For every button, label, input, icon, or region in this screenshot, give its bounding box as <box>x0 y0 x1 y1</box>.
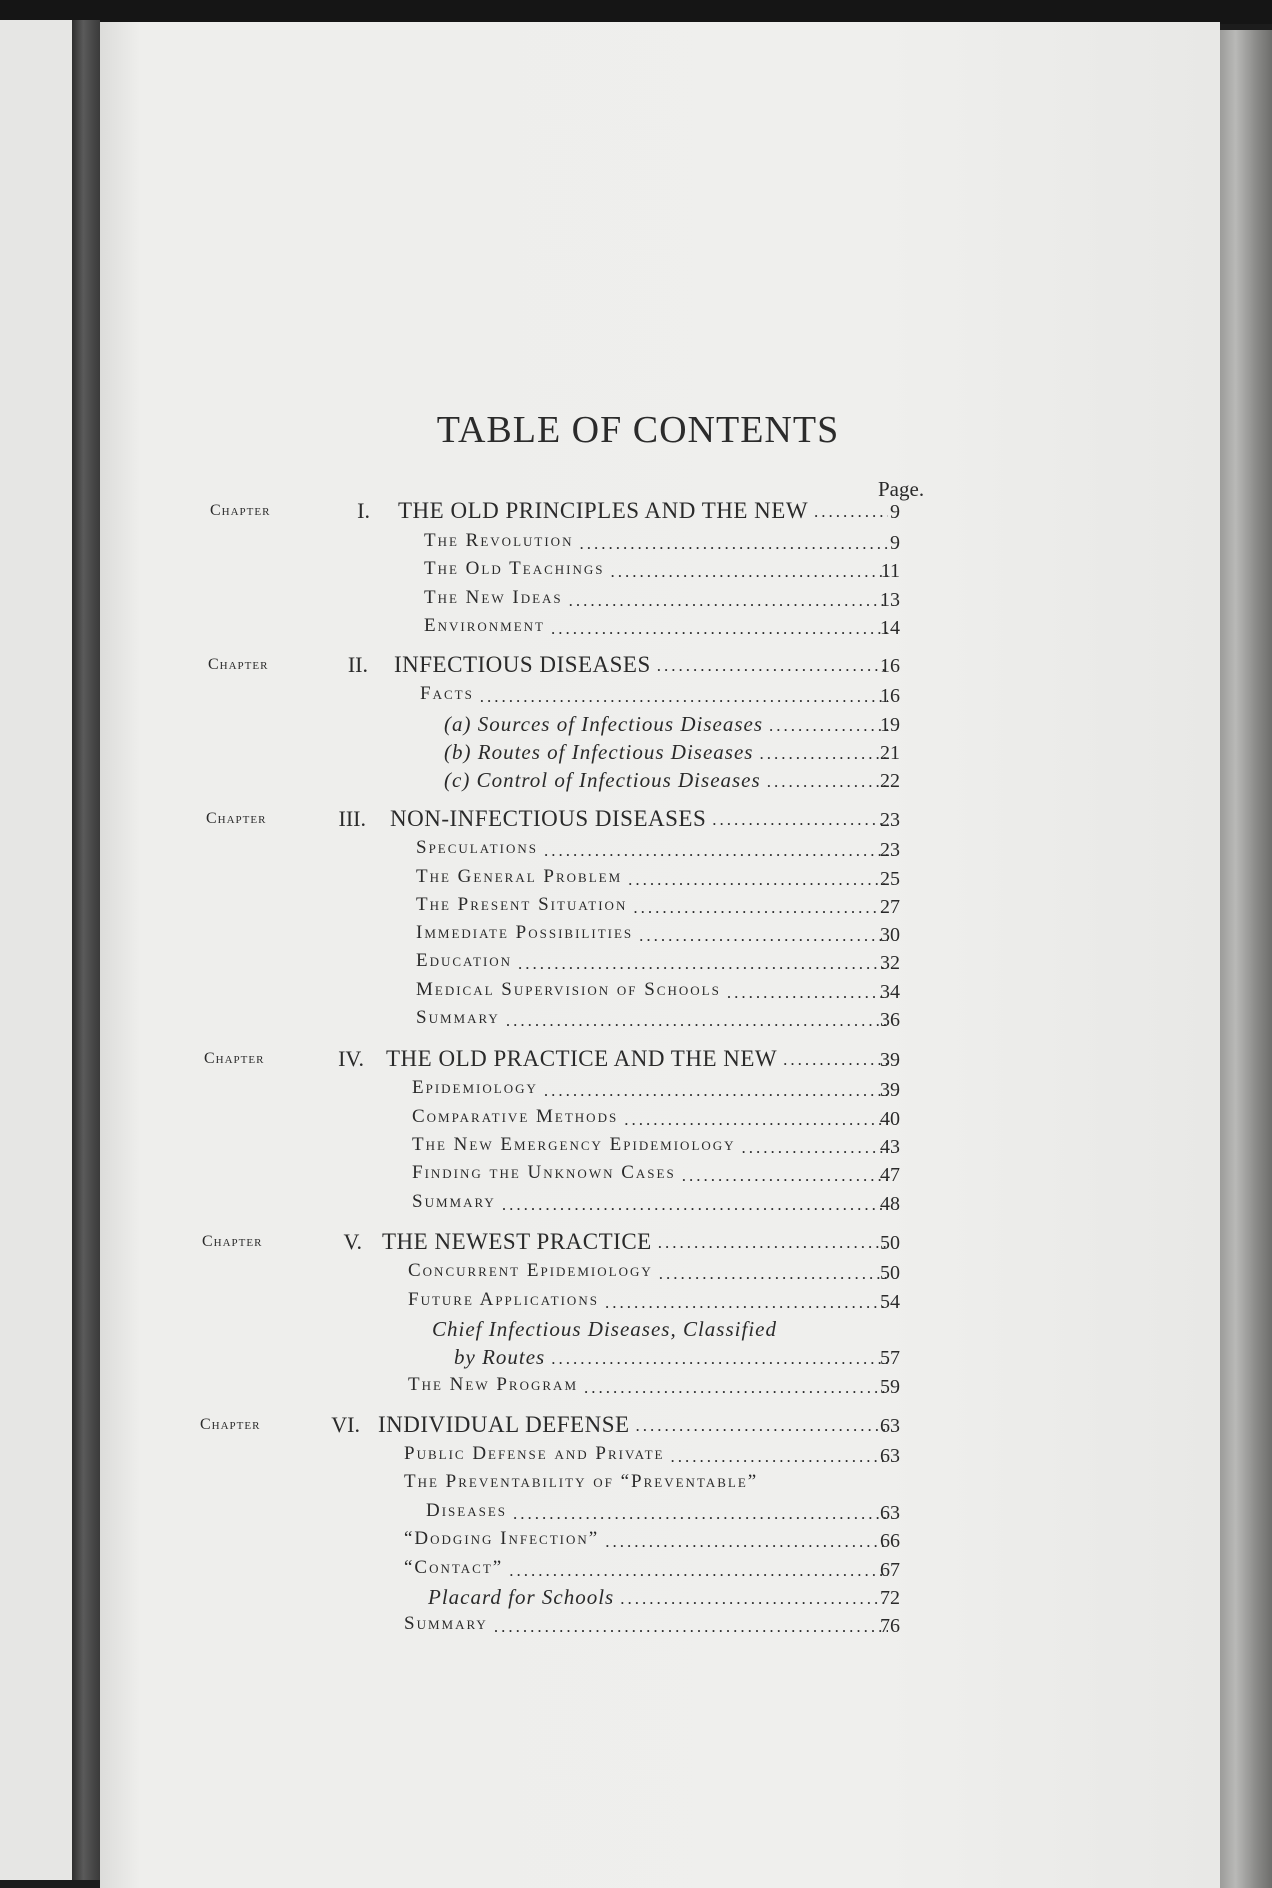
section-label-text: The Preventability of “Preventable” <box>404 1471 759 1492</box>
section-label <box>444 768 761 796</box>
dot-leader <box>506 1011 888 1031</box>
chapter-page-number: 9 <box>890 501 900 523</box>
section-page-number: 9 <box>890 532 900 554</box>
section-page-number: 13 <box>880 589 900 611</box>
section-label <box>408 1260 653 1288</box>
section-label-text: “Dodging Infection” <box>404 1528 600 1549</box>
chapter-number: V. <box>343 1229 362 1254</box>
section-page-number: 48 <box>880 1193 900 1215</box>
dot-leader <box>480 687 888 707</box>
chapter-title: NON-INFECTIOUS DISEASES <box>390 806 707 831</box>
chapter-number: III. <box>338 806 366 831</box>
scan-top-border <box>0 0 1272 24</box>
section-label-text: Summary <box>404 1613 488 1634</box>
dot-leader <box>579 534 888 554</box>
section-label-text: Summary <box>416 1007 500 1028</box>
section-page-number: 66 <box>880 1530 900 1552</box>
dot-leader <box>639 926 888 946</box>
section-label-text: Education <box>416 950 513 971</box>
dot-leader <box>494 1617 888 1637</box>
chapter-title: INFECTIOUS DISEASES <box>394 652 651 677</box>
section-page-number: 76 <box>880 1615 900 1637</box>
chapter-label: Chapter <box>210 502 271 519</box>
dot-leader <box>584 1378 888 1398</box>
section-page-number: 59 <box>880 1376 900 1398</box>
dot-leader <box>509 1561 888 1581</box>
chapter-title: THE NEWEST PRACTICE <box>382 1229 652 1254</box>
dot-leader <box>767 772 888 792</box>
section-label <box>424 558 604 586</box>
section-label <box>416 866 622 894</box>
section-label <box>424 530 573 558</box>
dot-leader <box>605 1293 888 1313</box>
dot-leader <box>624 1110 888 1130</box>
section-label-text: Immediate Possibilities <box>416 922 634 943</box>
section-page-number: 57 <box>880 1347 900 1369</box>
dot-leader <box>659 1264 888 1284</box>
dot-leader <box>636 1416 888 1436</box>
section-label-text: The Present Situation <box>416 894 628 915</box>
section-label <box>416 837 538 865</box>
chapter-label: Chapter <box>200 1416 261 1433</box>
section-label <box>444 740 753 768</box>
section-page-number: 22 <box>880 770 900 792</box>
chapter-number: I. <box>357 498 370 523</box>
chapter-number: IV. <box>338 1046 364 1071</box>
dot-leader <box>727 983 888 1003</box>
section-label-text: Environment <box>424 615 545 636</box>
section-label <box>412 1077 538 1105</box>
dot-leader <box>513 1504 888 1524</box>
section-label-text: Epidemiology <box>412 1077 538 1098</box>
section-label-text: Public Defense and Private <box>404 1443 665 1464</box>
chapter-title: INDIVIDUAL DEFENSE <box>378 1412 630 1437</box>
dot-leader <box>657 656 888 676</box>
dot-leader <box>569 591 888 611</box>
section-label <box>416 894 627 922</box>
chapter-page-number: 23 <box>880 809 900 831</box>
section-page-number: 27 <box>880 896 900 918</box>
section-label-text: Medical Supervision of Schools <box>416 979 721 1000</box>
section-label <box>428 1585 614 1613</box>
section-label <box>408 1374 578 1402</box>
section-label <box>404 1528 599 1556</box>
section-page-number: 39 <box>880 1079 900 1101</box>
section-label-text: Concurrent Epidemiology <box>408 1260 653 1281</box>
section-page-number: 30 <box>880 924 900 946</box>
section-label <box>416 950 512 978</box>
dot-leader <box>544 841 888 861</box>
page-title: TABLE OF CONTENTS <box>436 409 840 451</box>
chapter-page-number: 50 <box>880 1232 900 1254</box>
section-page-number: 47 <box>880 1164 900 1186</box>
section-page-number: 16 <box>880 685 900 707</box>
section-page-number: 21 <box>880 742 900 764</box>
section-label <box>416 922 633 950</box>
section-label-text: The General Problem <box>416 866 623 887</box>
section-page-number: 43 <box>880 1136 900 1158</box>
section-label-text: Summary <box>412 1191 496 1212</box>
section-page-number: 19 <box>880 714 900 736</box>
section-label <box>416 1007 500 1035</box>
dot-leader <box>769 716 888 736</box>
chapter-title: THE OLD PRINCIPLES AND THE NEW <box>398 498 809 523</box>
book-spine <box>72 20 100 1880</box>
section-label <box>404 1557 503 1585</box>
section-page-number: 67 <box>880 1559 900 1581</box>
section-label <box>412 1106 618 1134</box>
section-label <box>412 1162 676 1190</box>
dot-leader <box>742 1138 888 1158</box>
right-page-edge <box>1220 30 1272 1888</box>
chapter-page-number: 63 <box>880 1415 900 1437</box>
chapter-number: II. <box>347 652 368 677</box>
section-label <box>420 683 474 711</box>
section-page-number: 11 <box>880 560 900 582</box>
dot-leader <box>605 1532 888 1552</box>
dot-leader <box>633 898 888 918</box>
chapter-page-number: 16 <box>880 655 900 677</box>
dot-leader <box>628 870 888 890</box>
section-label-text: Comparative Methods <box>412 1106 619 1127</box>
section-page-number: 23 <box>880 839 900 861</box>
section-page-number: 32 <box>880 952 900 974</box>
section-label <box>404 1613 488 1641</box>
section-label-text: The New Ideas <box>424 587 563 608</box>
dot-leader <box>712 810 888 830</box>
chapter-number: VI. <box>331 1412 360 1437</box>
section-label-text: The Revolution <box>424 530 574 551</box>
dot-leader <box>759 744 888 764</box>
page-column-label: Page. <box>878 477 925 501</box>
section-label-text: “Contact” <box>404 1557 504 1578</box>
section-label <box>404 1471 758 1499</box>
section-label <box>432 1317 777 1345</box>
dot-leader <box>783 1050 888 1070</box>
section-label <box>412 1191 496 1219</box>
section-label <box>424 587 563 615</box>
section-label <box>444 712 763 740</box>
section-label-text: Diseases <box>426 1500 508 1521</box>
dot-leader <box>658 1233 888 1253</box>
dot-leader <box>551 619 888 639</box>
section-label-text: by Routes <box>454 1345 546 1369</box>
section-page-number: 40 <box>880 1108 900 1130</box>
chapter-label: Chapter <box>206 810 267 827</box>
section-page-number: 63 <box>880 1445 900 1467</box>
section-label-text: Finding the Unknown Cases <box>412 1162 676 1183</box>
section-label-text: (a) Sources of Infectious Diseases <box>444 712 763 736</box>
left-page-edge <box>0 20 72 1880</box>
dot-leader <box>610 562 888 582</box>
section-label <box>408 1289 599 1317</box>
dot-leader <box>814 502 888 522</box>
section-label <box>416 979 721 1007</box>
dot-leader <box>544 1081 888 1101</box>
chapter-title: THE OLD PRACTICE AND THE NEW <box>386 1046 778 1071</box>
section-label-text: Chief Infectious Diseases, Classified <box>432 1317 777 1341</box>
dot-leader <box>551 1349 888 1369</box>
dot-leader <box>682 1166 888 1186</box>
section-label <box>412 1134 736 1162</box>
chapter-label: Chapter <box>202 1233 263 1250</box>
section-page-number: 50 <box>880 1262 900 1284</box>
section-page-number: 25 <box>880 868 900 890</box>
chapter-label: Chapter <box>208 656 269 673</box>
dot-leader <box>502 1195 888 1215</box>
section-label-text: (b) Routes of Infectious Diseases <box>444 740 754 764</box>
section-page-number: 34 <box>880 981 900 1003</box>
section-label <box>454 1345 545 1373</box>
dot-leader <box>620 1589 888 1609</box>
dot-leader <box>518 954 888 974</box>
dot-leader <box>670 1447 888 1467</box>
section-label <box>426 1500 507 1528</box>
section-label-text: Speculations <box>416 837 538 858</box>
section-label <box>404 1443 664 1471</box>
section-page-number: 63 <box>880 1502 900 1524</box>
section-page-number: 14 <box>880 617 900 639</box>
section-page-number: 36 <box>880 1009 900 1031</box>
section-label-text: Future Applications <box>408 1289 599 1310</box>
section-label-text: (c) Control of Infectious Diseases <box>444 768 761 792</box>
chapter-page-number: 39 <box>880 1049 900 1071</box>
section-label <box>424 615 545 643</box>
section-label-text: The Old Teachings <box>424 558 605 579</box>
chapter-label: Chapter <box>204 1050 265 1067</box>
section-label-text: Placard for Schools <box>428 1585 615 1609</box>
section-label-text: The New Program <box>408 1374 578 1395</box>
section-label-text: The New Emergency Epidemiology <box>412 1134 736 1155</box>
section-page-number: 54 <box>880 1291 900 1313</box>
section-page-number: 72 <box>880 1587 900 1609</box>
section-label-text: Facts <box>420 683 474 704</box>
